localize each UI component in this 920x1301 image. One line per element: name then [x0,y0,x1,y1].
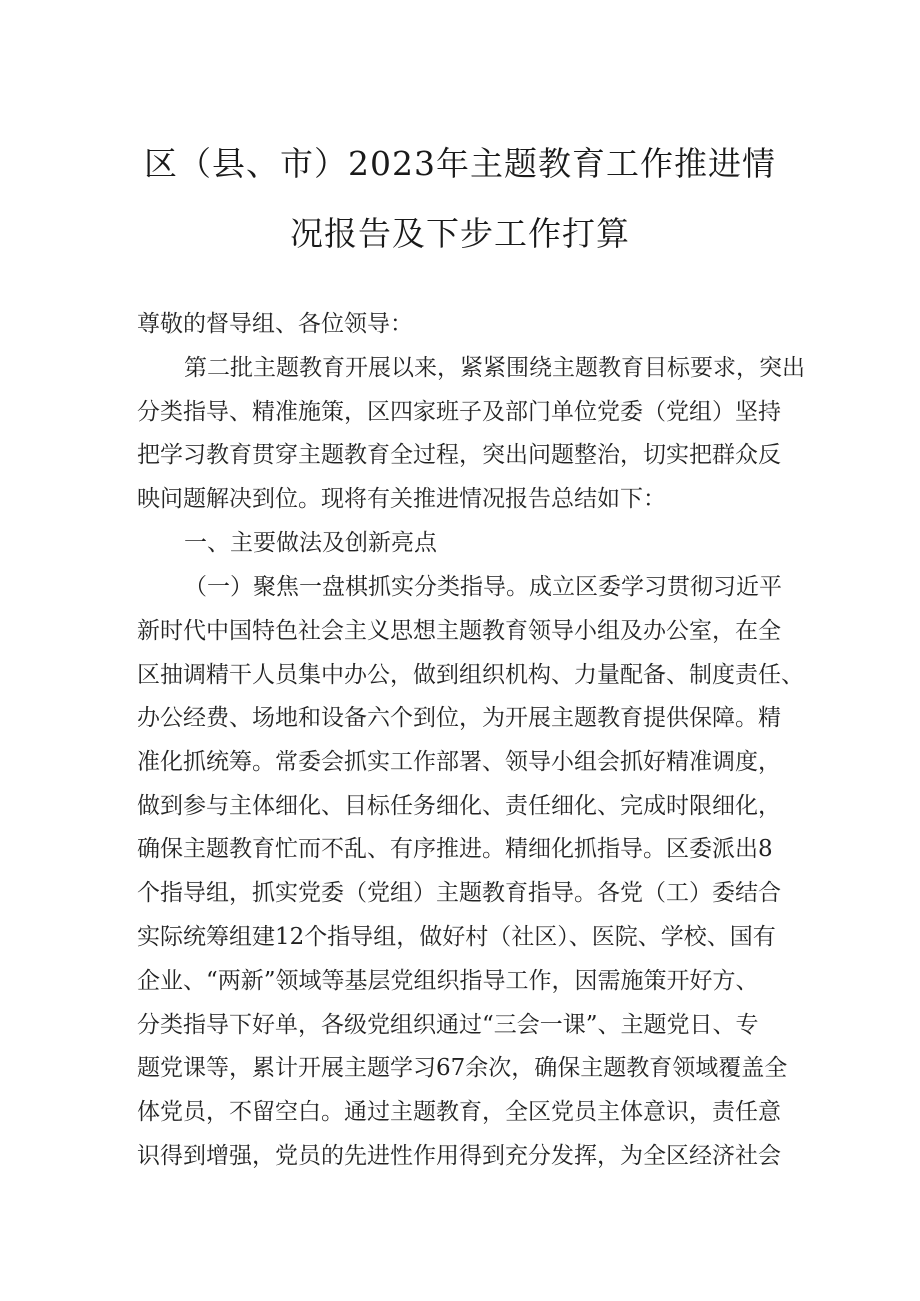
text-line: 题党课等，累计开展主题学习67余次，确保主题教育领域覆盖全 [137,1055,788,1081]
text-line: 尊敬的督导组、各位领导： [137,311,413,337]
text-line: 新时代中国特色社会主义思想主题教育领导小组及办公室，在全 [137,618,781,644]
text-line: 第二批主题教育开展以来，紧紧围绕主题教育目标要求，突出 [184,355,805,381]
text-line: 映问题解决到位。现将有关推进情况报告总结如下： [137,486,666,512]
text-line: 体党员，不留空白。通过主题教育，全区党员主体意识，责任意 [137,1099,781,1125]
text-line: 个指导组，抓实党委（党组）主题教育指导。各党（工）委结合 [137,880,781,906]
document-title-line-1: 区（县、市）2023年主题教育工作推进情 [144,144,776,183]
body-line [0,696,920,740]
document-title-line-2: 况报告及下步工作打算 [290,214,630,253]
body-line [0,1046,920,1090]
text-line: 办公经费、场地和设备六个到位，为开展主题教育提供保障。精 [137,705,781,731]
text-line: 准化抓统筹。常委会抓实工作部署、领导小组会抓好精准调度， [137,749,781,775]
text-line: （一）聚焦一盘棋抓实分类指导。成立区委学习贯彻习近平 [184,574,782,600]
salutation-line [0,302,920,346]
section-heading [0,521,920,565]
body-line [0,609,920,653]
body-line [0,827,920,871]
text-line: 分类指导下好单，各级党组织通过“三会一课”、主题党日、专 [137,1012,759,1038]
body-line [0,346,920,390]
text-line: 确保主题教育忙而不乱、有序推进。精细化抓指导。区委派出8 [137,836,773,862]
text-line: 一、主要做法及创新亮点 [184,530,437,556]
text-line: 分类指导、精准施策，区四家班子及部门单位党委（党组）坚持 [137,399,781,425]
body-line [0,1003,920,1047]
body-line [0,784,920,828]
text-line: 企业、“两新”领域等基层党组织指导工作，因需施策开好方、 [137,968,759,994]
body-line [0,433,920,477]
body-line [0,477,920,521]
text-line: 做到参与主体细化、目标任务细化、责任细化、完成时限细化， [137,793,781,819]
body-line [0,1090,920,1134]
body-line [0,1134,920,1178]
body-line [0,565,920,609]
body-line [0,871,920,915]
text-line: 实际统筹组建12个指导组，做好村（社区）、医院、学校、国有 [137,924,776,950]
body-line [0,653,920,697]
text-line: 把学习教育贯穿主题教育全过程，突出问题整治，切实把群众反 [137,442,781,468]
text-line: 识得到增强，党员的先进性作用得到充分发挥，为全区经济社会 [137,1143,781,1169]
text-line: 区抽调精干人员集中办公，做到组织机构、力量配备、制度责任、 [137,662,804,688]
body-line [0,390,920,434]
body-line [0,915,920,959]
body-line [0,740,920,784]
body-line [0,959,920,1003]
